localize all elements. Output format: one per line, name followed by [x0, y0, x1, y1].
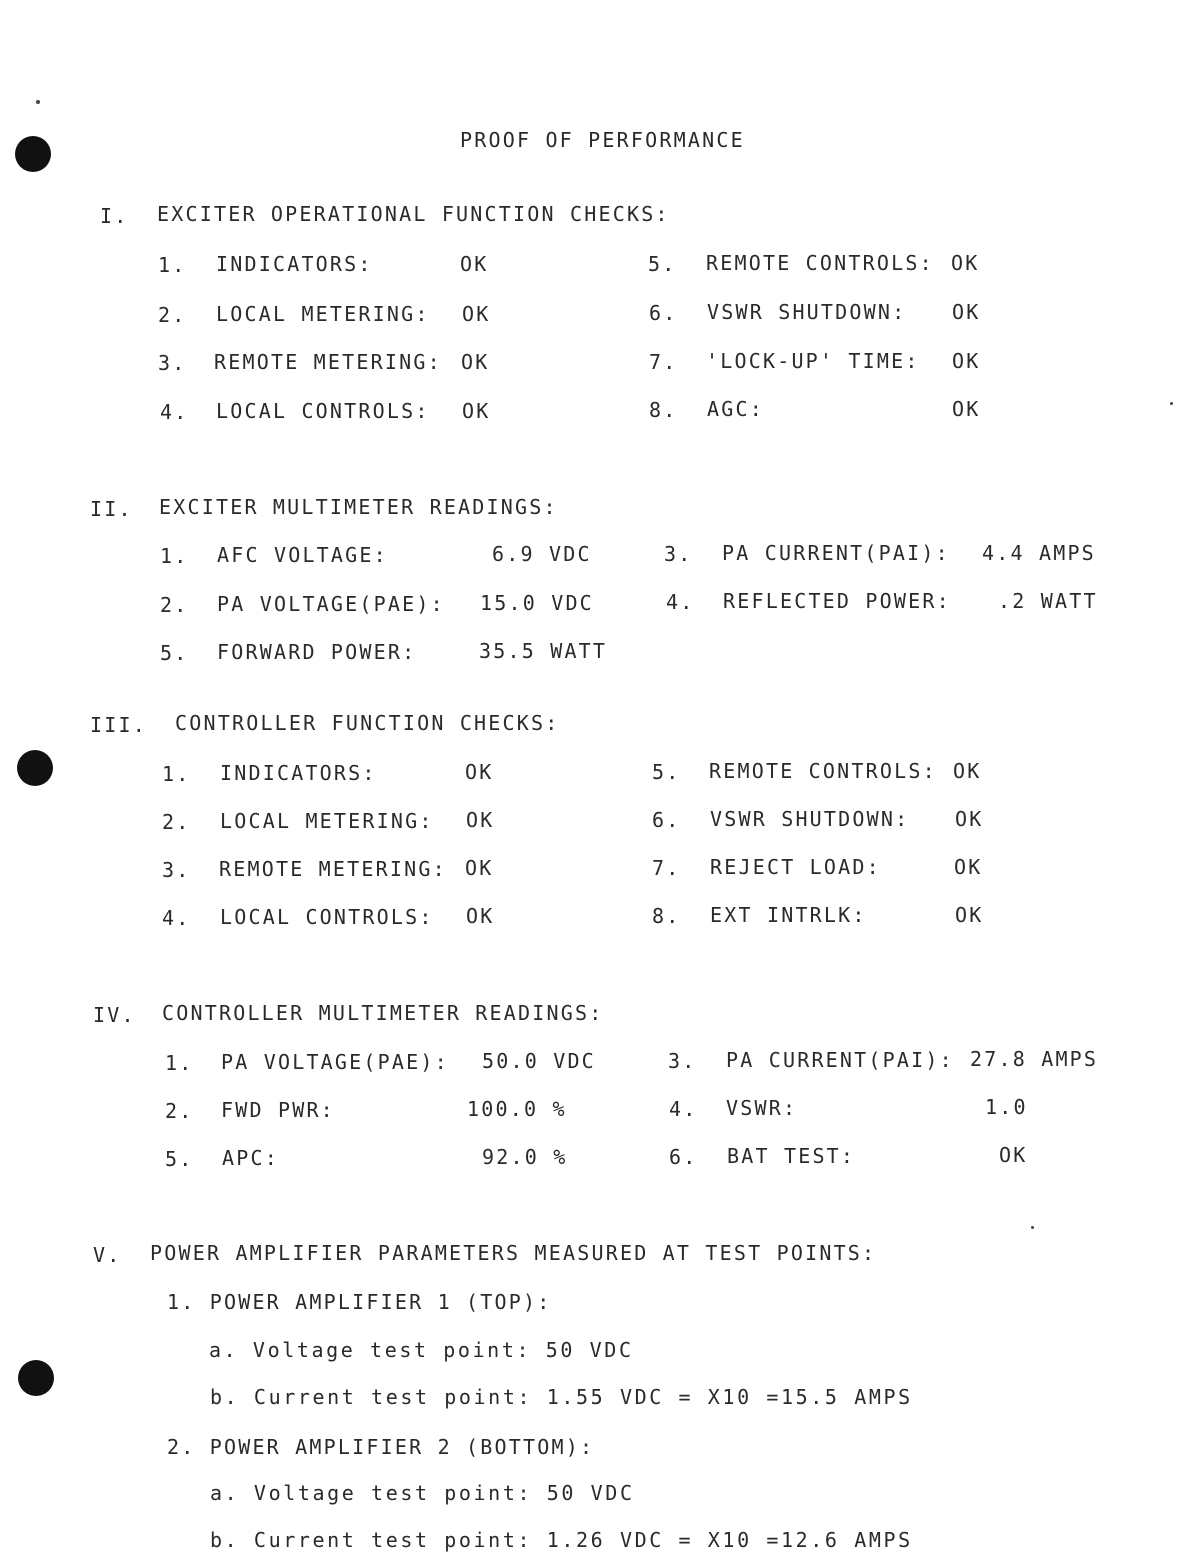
item-label: VSWR SHUTDOWN: — [707, 300, 907, 324]
voltage-test-point: a. Voltage test point: 50 VDC — [209, 1338, 634, 1362]
item-number: 1. — [165, 1051, 194, 1075]
item-label: REMOTE CONTROLS: — [706, 251, 934, 275]
item-number: 5. — [160, 641, 189, 665]
section-heading: EXCITER MULTIMETER READINGS: — [159, 495, 558, 519]
item-value: 92.0 % — [482, 1145, 568, 1169]
item-label: LOCAL METERING: — [216, 302, 430, 326]
item-value: OK — [952, 300, 981, 324]
item-number: 2. — [160, 593, 189, 617]
item-value: OK — [951, 251, 980, 275]
current-test-point: b. Current test point: 1.55 VDC = X10 =15.5 AMPS — [210, 1385, 913, 1409]
item-number: 6. — [669, 1145, 698, 1169]
item-label: APC: — [222, 1146, 279, 1170]
amplifier-title: 2. POWER AMPLIFIER 2 (BOTTOM): — [167, 1435, 595, 1459]
item-number: 2. — [158, 303, 187, 327]
item-number: 2. — [165, 1099, 194, 1123]
item-value: 100.0 % — [467, 1097, 567, 1121]
item-value: 15.0 VDC — [480, 591, 594, 615]
item-label: INDICATORS: — [216, 252, 373, 276]
item-number: 8. — [649, 398, 678, 422]
voltage-test-point: a. Voltage test point: 50 VDC — [210, 1481, 635, 1505]
item-value: OK — [952, 349, 981, 373]
speck — [1031, 1226, 1034, 1229]
item-number: 1. — [162, 762, 191, 786]
binder-hole-top — [15, 136, 51, 172]
item-label: INDICATORS: — [220, 761, 377, 785]
section-heading: CONTROLLER MULTIMETER READINGS: — [162, 1001, 604, 1025]
item-number: 4. — [162, 906, 191, 930]
binder-hole-middle — [17, 750, 53, 786]
speck — [36, 100, 40, 104]
item-value: 50.0 VDC — [482, 1049, 596, 1073]
item-value: OK — [462, 399, 491, 423]
item-value: OK — [460, 252, 489, 276]
item-label: REMOTE METERING: — [219, 857, 447, 881]
item-number: 5. — [165, 1147, 194, 1171]
item-label: FWD PWR: — [221, 1098, 335, 1122]
item-label: REMOTE CONTROLS: — [709, 759, 937, 783]
section-heading: CONTROLLER FUNCTION CHECKS: — [175, 711, 560, 735]
item-value: OK — [953, 759, 982, 783]
amplifier-title: 1. POWER AMPLIFIER 1 (TOP): — [167, 1290, 552, 1314]
item-value: OK — [466, 904, 495, 928]
item-number: 3. — [162, 858, 191, 882]
item-label: FORWARD POWER: — [217, 640, 417, 664]
item-label: LOCAL CONTROLS: — [220, 905, 434, 929]
section-heading: EXCITER OPERATIONAL FUNCTION CHECKS: — [157, 202, 670, 226]
speck — [1170, 402, 1173, 405]
item-label: 'LOCK-UP' TIME: — [706, 349, 920, 373]
item-number: 5. — [652, 760, 681, 784]
item-number: 2. — [162, 810, 191, 834]
item-value: 1.0 — [985, 1095, 1028, 1119]
item-label: REFLECTED POWER: — [723, 589, 951, 613]
current-test-point: b. Current test point: 1.26 VDC = X10 =12.6 AMPS — [210, 1528, 913, 1552]
item-number: 7. — [652, 856, 681, 880]
item-value: 27.8 AMPS — [970, 1047, 1099, 1071]
item-label: AFC VOLTAGE: — [217, 543, 388, 567]
item-label: EXT INTRLK: — [710, 903, 867, 927]
binder-hole-bottom — [18, 1360, 54, 1396]
item-value: OK — [999, 1143, 1028, 1167]
page-title: PROOF OF PERFORMANCE — [460, 128, 745, 152]
item-value: OK — [465, 760, 494, 784]
item-value: OK — [954, 855, 983, 879]
item-number: 7. — [649, 350, 678, 374]
item-value: OK — [465, 856, 494, 880]
item-label: PA CURRENT(PAI): — [726, 1048, 954, 1072]
item-value: 4.4 AMPS — [982, 541, 1096, 565]
item-label: AGC: — [707, 397, 764, 421]
item-value: OK — [461, 350, 490, 374]
item-number: 8. — [652, 904, 681, 928]
item-label: PA CURRENT(PAI): — [722, 541, 950, 565]
section-numeral: IV. — [93, 1003, 136, 1027]
item-value: 6.9 VDC — [492, 542, 592, 566]
item-value: .2 WATT — [998, 589, 1098, 613]
section-numeral: V. — [93, 1243, 122, 1267]
section-numeral: I. — [100, 204, 129, 228]
item-value: OK — [955, 807, 984, 831]
item-label: VSWR SHUTDOWN: — [710, 807, 910, 831]
item-number: 6. — [649, 301, 678, 325]
item-number: 4. — [666, 590, 695, 614]
item-label: VSWR: — [726, 1096, 798, 1120]
section-numeral: II. — [90, 497, 133, 521]
item-value: 35.5 WATT — [479, 639, 608, 663]
item-value: OK — [955, 903, 984, 927]
item-number: 3. — [158, 351, 187, 375]
item-label: REMOTE METERING: — [214, 350, 442, 374]
item-label: BAT TEST: — [727, 1144, 856, 1168]
item-label: PA VOLTAGE(PAE): — [217, 592, 445, 616]
item-number: 4. — [669, 1097, 698, 1121]
item-value: OK — [466, 808, 495, 832]
item-number: 3. — [664, 542, 693, 566]
item-value: OK — [462, 302, 491, 326]
item-number: 3. — [668, 1049, 697, 1073]
section-numeral: III. — [90, 713, 147, 737]
item-number: 6. — [652, 808, 681, 832]
item-label: LOCAL CONTROLS: — [216, 399, 430, 423]
item-number: 4. — [160, 400, 189, 424]
item-label: REJECT LOAD: — [710, 855, 881, 879]
item-number: 1. — [158, 253, 187, 277]
item-label: PA VOLTAGE(PAE): — [221, 1050, 449, 1074]
section-heading: POWER AMPLIFIER PARAMETERS MEASURED AT TEST POINTS: — [150, 1241, 877, 1265]
item-number: 1. — [160, 544, 189, 568]
item-value: OK — [952, 397, 981, 421]
item-label: LOCAL METERING: — [220, 809, 434, 833]
item-number: 5. — [648, 252, 677, 276]
